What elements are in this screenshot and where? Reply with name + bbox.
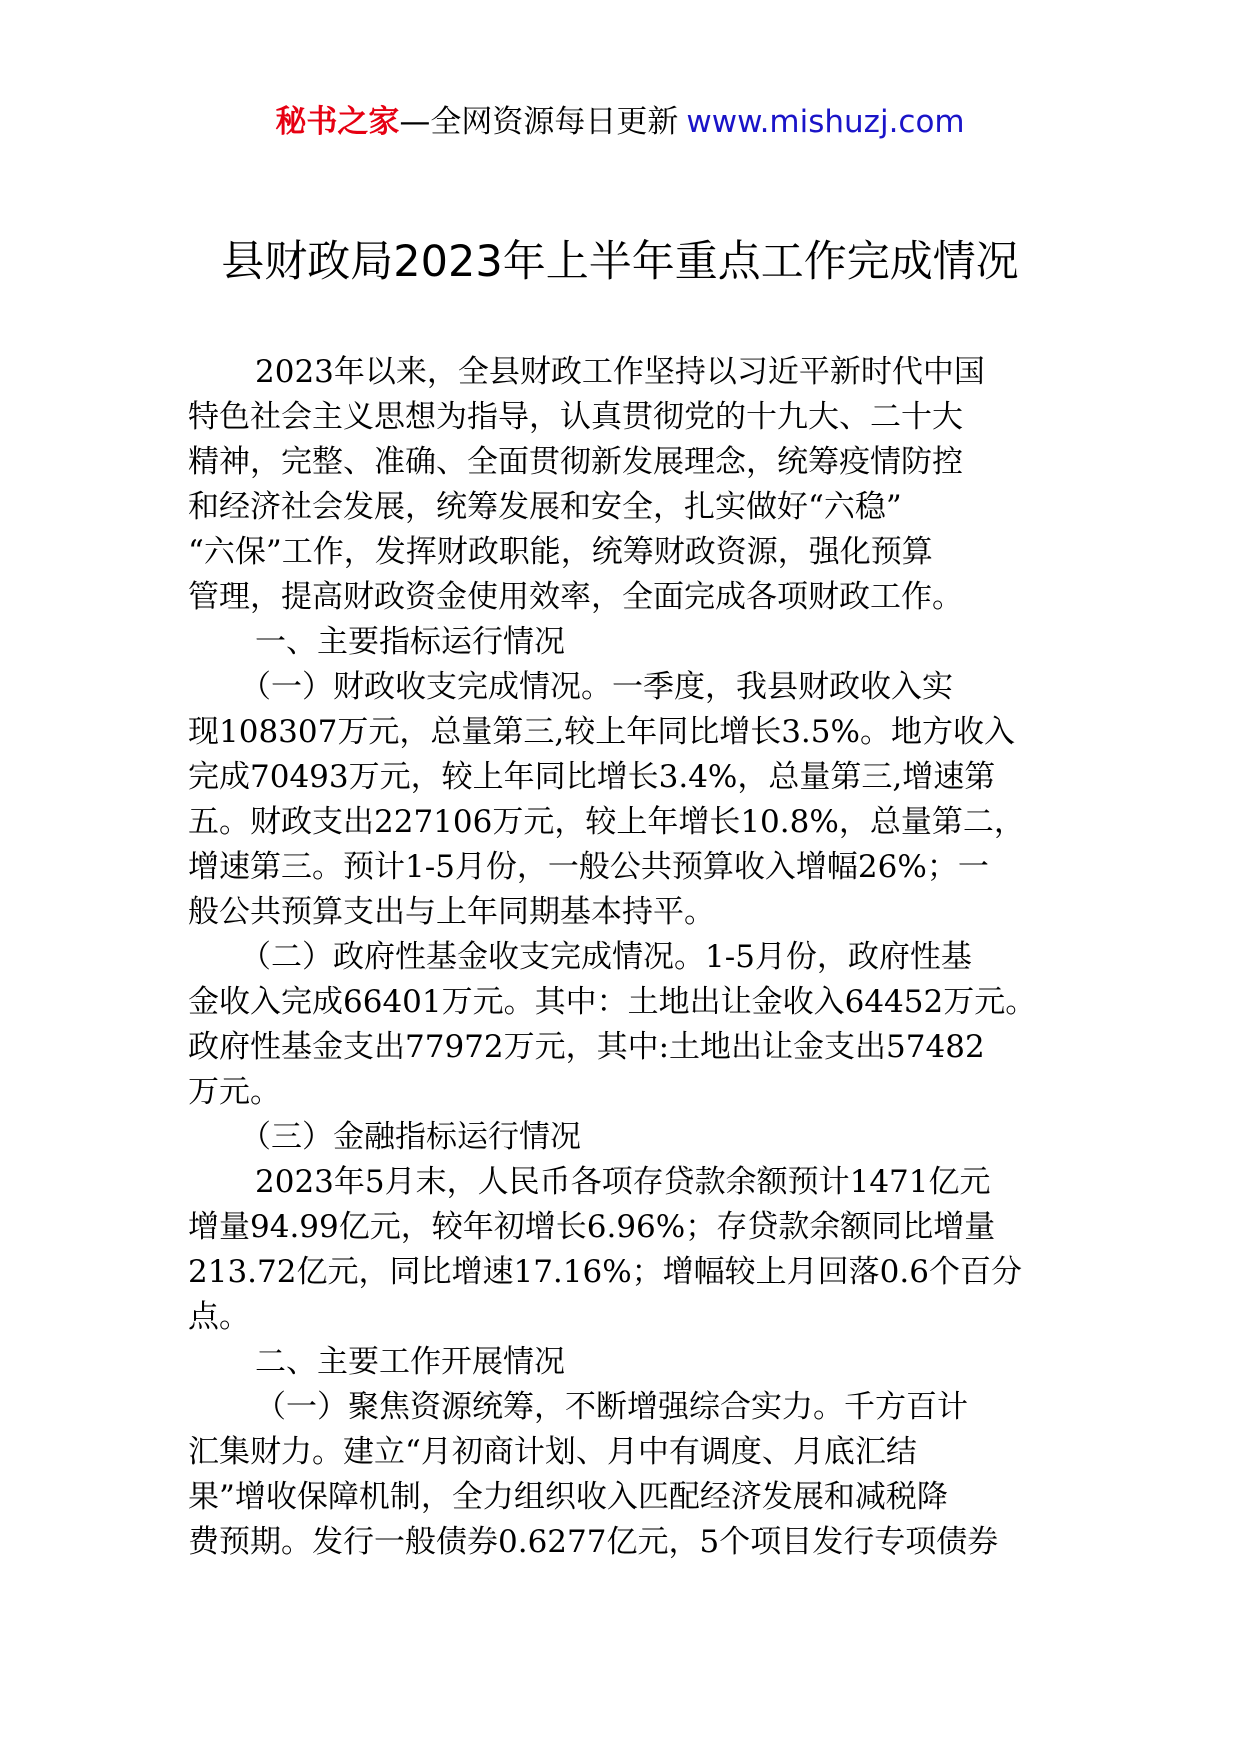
paragraph-line: （一）聚焦资源统筹，不断增强综合实力。千方百计 bbox=[255, 1389, 968, 1425]
paragraph-line: 增速第三。预计1-5月份，一般公共预算收入增幅26%；一 bbox=[188, 849, 989, 885]
paragraph-line: 费预期。发行一般债券0.6277亿元，5个项目发行专项债券 bbox=[188, 1524, 999, 1560]
header-slogan: —全网资源每日更新 bbox=[399, 104, 679, 140]
paragraph-line: 精神，完整、准确、全面贯彻新发展理念，统筹疫情防控 bbox=[188, 444, 963, 480]
paragraph-line: “六保”工作，发挥财政职能，统筹财政资源，强化预算 bbox=[188, 534, 933, 570]
paragraph-line: 金收入完成66401万元。其中：土地出让金收入64452万元。 bbox=[188, 984, 1037, 1020]
paragraph-line: 汇集财力。建立“月初商计划、月中有调度、月底汇结 bbox=[188, 1434, 917, 1470]
paragraph-line: 现108307万元，总量第三,较上年同比增长3.5%。地方收入 bbox=[188, 714, 1015, 750]
paragraph-line: 完成70493万元，较上年同比增长3.4%，总量第三,增速第 bbox=[188, 759, 996, 795]
paragraph-line: （一）财政收支完成情况。一季度，我县财政收入实 bbox=[240, 669, 953, 705]
document-body bbox=[188, 350, 1108, 1565]
site-header bbox=[0, 100, 1240, 144]
site-url[interactable]: www.mishuzj.com bbox=[686, 104, 965, 140]
paragraph-line: 五。财政支出227106万元，较上年增长10.8%，总量第二， bbox=[188, 804, 1025, 840]
paragraph-line: 万元。 bbox=[188, 1074, 281, 1110]
paragraph-line: 点。 bbox=[188, 1299, 250, 1335]
paragraph-line: 2023年以来，全县财政工作坚持以习近平新时代中国 bbox=[255, 354, 985, 390]
paragraph-line: 管理，提高财政资金使用效率，全面完成各项财政工作。 bbox=[188, 579, 963, 615]
document-title: 县财政局2023年上半年重点工作完成情况 bbox=[221, 237, 1019, 287]
paragraph-line: 213.72亿元，同比增速17.16%；增幅较上月回落0.6个百分 bbox=[188, 1254, 1022, 1290]
subsection-heading: （三）金融指标运行情况 bbox=[240, 1119, 581, 1155]
section-heading: 二、主要工作开展情况 bbox=[255, 1344, 565, 1380]
paragraph-line: 增量94.99亿元，较年初增长6.96%；存贷款余额同比增量 bbox=[188, 1209, 996, 1245]
section-heading: 一、主要指标运行情况 bbox=[255, 624, 565, 660]
paragraph-line: 果”增收保障机制，全力组织收入匹配经济发展和减税降 bbox=[188, 1479, 948, 1515]
paragraph-line: （二）政府性基金收支完成情况。1-5月份，政府性基 bbox=[240, 939, 972, 975]
paragraph-line: 特色社会主义思想为指导，认真贯彻党的十九大、二十大 bbox=[188, 399, 963, 435]
paragraph-line: 政府性基金支出77972万元，其中:土地出让金支出57482 bbox=[188, 1029, 985, 1065]
paragraph-line: 般公共预算支出与上年同期基本持平。 bbox=[188, 894, 715, 930]
paragraph-line: 2023年5月末，人民币各项存贷款余额预计1471亿元 bbox=[255, 1164, 991, 1200]
paragraph-line: 和经济社会发展，统筹发展和安全，扎实做好“六稳” bbox=[188, 489, 902, 525]
brand-name: 秘书之家 bbox=[275, 104, 400, 140]
